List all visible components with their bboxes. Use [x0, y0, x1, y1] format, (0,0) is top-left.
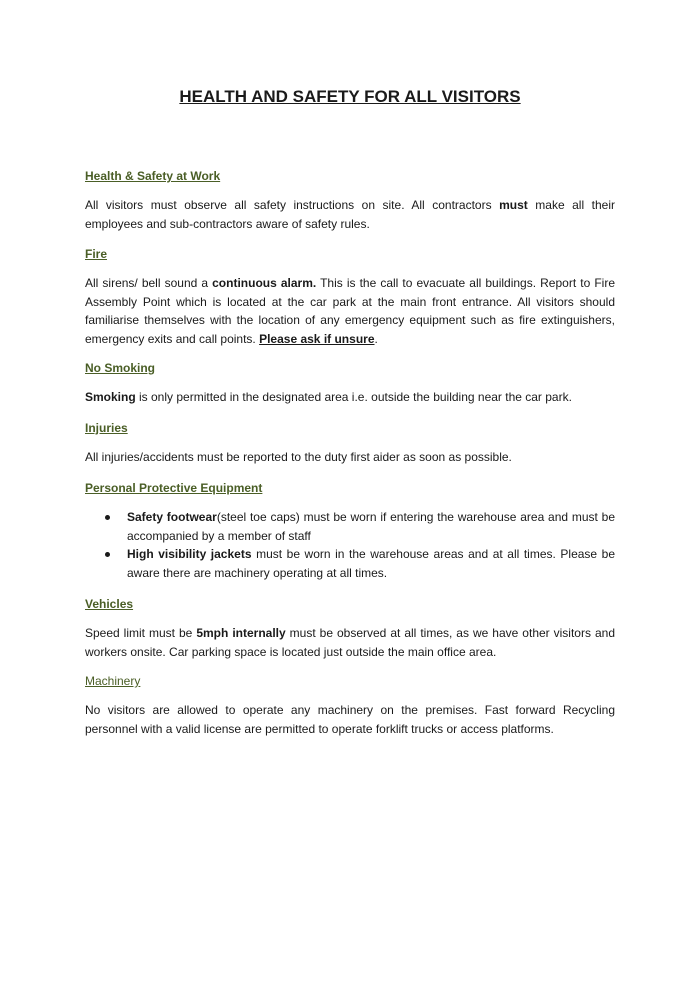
text-segment: (steel toe caps) must be worn if entering the warehouse area and must be accompanied by a member of staff	[127, 510, 616, 543]
section-text-vehicles	[85, 624, 615, 661]
list-item	[85, 508, 615, 545]
document-title: HEALTH AND SAFETY FOR ALL VISITORS	[179, 87, 521, 106]
text-segment: All sirens/ bell sound a	[85, 276, 213, 290]
section-heading-work: Health & Safety at Work	[85, 169, 221, 183]
bold-underline-segment: Please ask if unsure	[259, 331, 375, 346]
list-item	[85, 545, 615, 582]
section-text-fire	[85, 274, 615, 348]
text-segment: must be worn in the warehouse areas and at all times. Please be aware there are machinery operating at all times.	[127, 547, 616, 580]
text-segment: make all their employees and sub-contractors aware of safety rules.	[85, 198, 615, 231]
bold-segment: continuous alarm.	[212, 276, 317, 290]
bold-segment: High visibility jackets	[127, 547, 252, 561]
section-text-machinery: No visitors are allowed to operate any machinery on the premises. Fast forward Recycling personnel with a valid license are permitted to operate forklift trucks or access platforms.	[85, 703, 615, 736]
text-segment: Speed limit must be	[85, 626, 197, 640]
section-heading-vehicles: Vehicles	[85, 597, 134, 611]
section-text-work	[85, 196, 615, 233]
section-heading-ppe: Personal Protective Equipment	[85, 481, 263, 495]
text-segment: must be observed at all times, as we have other visitors and workers onsite. Car parking space is located just outside the main office area.	[85, 626, 615, 659]
text-segment: .	[374, 331, 378, 346]
section-heading-fire: Fire	[85, 247, 108, 261]
bullet-icon	[105, 552, 110, 557]
ppe-bullet-list	[85, 508, 615, 582]
bold-segment: Safety footwear	[127, 510, 217, 524]
section-text-injuries: All injuries/accidents must be reported to the duty first aider as soon as possible.	[85, 450, 512, 464]
bullet-icon	[105, 515, 110, 520]
section-heading-injuries: Injuries	[85, 421, 128, 435]
bold-segment: 5mph internally	[196, 626, 286, 640]
text-segment: All visitors must observe all safety instructions on site. All contractors	[85, 198, 500, 212]
section-text-smoking	[85, 388, 615, 407]
bold-segment: Smoking	[85, 390, 136, 404]
bold-segment: must	[499, 198, 528, 212]
text-segment: This is the call to evacuate all buildings. Report to Fire Assembly Point which is located at the car park at the main front entrance. All visitors should familiarise themselves with the location of any emergency equipment such as fire extinguishers, emergency exits and call points.	[85, 276, 615, 346]
section-heading-machinery: Machinery	[85, 674, 141, 688]
section-heading-smoking: No Smoking	[85, 361, 156, 375]
text-segment: is only permitted in the designated area i.e. outside the building near the car park.	[135, 390, 572, 404]
